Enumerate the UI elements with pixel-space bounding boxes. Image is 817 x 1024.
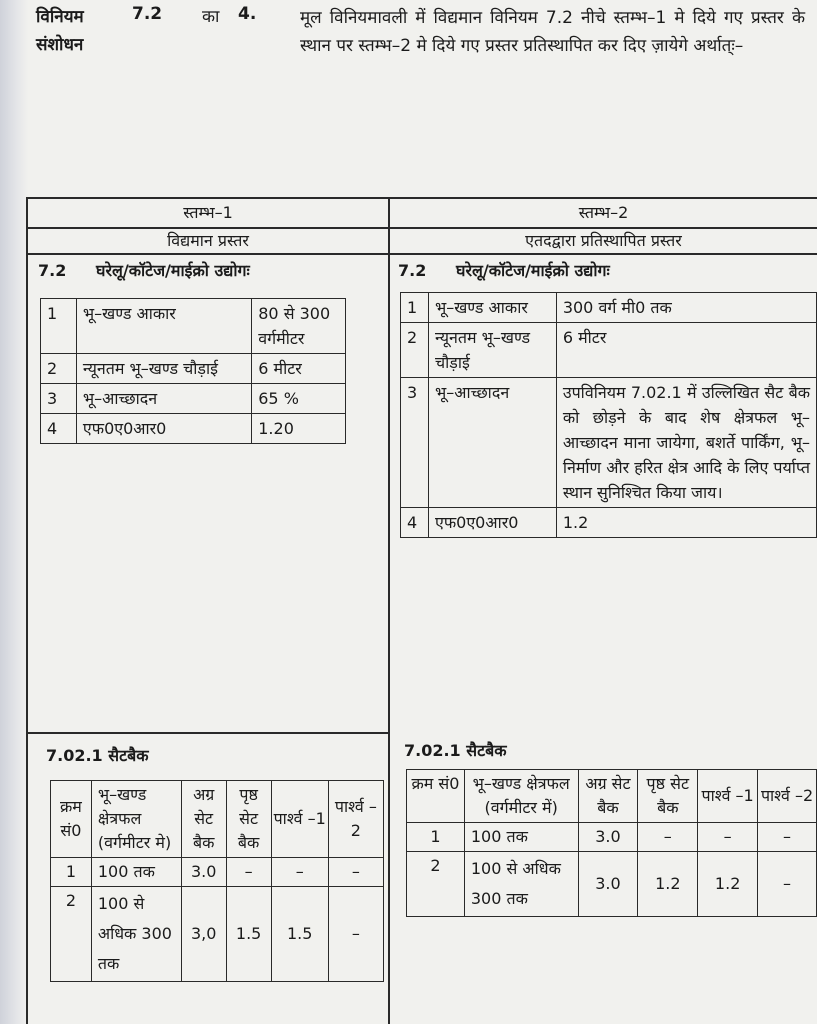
col2-section-number: 7.2 <box>398 261 427 280</box>
cell: 100 तक <box>464 823 578 852</box>
cell: 1.2 <box>698 852 758 917</box>
table-top-border <box>26 197 817 199</box>
col1-setback-title: 7.02.1 सैटबैक <box>46 746 149 765</box>
table-row <box>407 823 817 852</box>
cell: 2 <box>51 887 92 982</box>
row-number: 3 <box>41 384 77 414</box>
row-label: न्यूनतम भू–खण्ड चौड़ाई <box>76 354 251 384</box>
table-row <box>401 508 817 538</box>
row-label: भू–खण्ड आकार <box>428 293 556 323</box>
col1-setback-table <box>50 780 384 982</box>
cell: 1.2 <box>638 852 698 917</box>
cell: – <box>758 852 817 917</box>
cell: 100 से अधिक 300 तक <box>464 852 578 917</box>
cell: 1.5 <box>271 887 328 982</box>
row-value: उपविनियम 7.02.1 में उल्लिखित सैट बैक को छोड़ने के बाद शेष क्षेत्रफल भू–आच्छादन माना जायेगा, बशर्ते पार्किंग, भू–निर्माण और हरित क्षेत्र आदि के लिए पर्याप्त स्थान सुनिश्चित किया जाय। <box>556 378 816 508</box>
row-value: 1.2 <box>556 508 816 538</box>
col2-rules-table <box>400 292 817 538</box>
table-row <box>41 384 346 414</box>
cell: 100 से अधिक 300 तक <box>91 887 181 982</box>
row-value: 1.20 <box>252 414 346 444</box>
row-label: भू–आच्छादन <box>76 384 251 414</box>
heading-ka: का <box>202 7 220 27</box>
table-header-row <box>407 770 817 823</box>
table-row <box>41 414 346 444</box>
header-side-2: पार्श्व –2 <box>758 770 817 823</box>
row-label: एफ0ए0आर0 <box>76 414 251 444</box>
row-label: भू–आच्छादन <box>428 378 556 508</box>
col2-setback-table <box>406 769 817 917</box>
row-number: 2 <box>41 354 77 384</box>
col2-subtitle: एतदद्वारा प्रतिस्थापित प्रस्तर <box>525 231 682 250</box>
col1-subtitle: विद्यमान प्रस्तर <box>167 231 249 250</box>
table-row <box>401 323 817 378</box>
header-front-setback: अग्र सेट बैक <box>578 770 638 823</box>
col2-title: स्तम्भ–2 <box>578 203 629 222</box>
cell: – <box>328 858 383 887</box>
table-row <box>51 858 384 887</box>
heading-label-line2: संशोधन <box>36 35 84 55</box>
heading-item: 4. <box>238 4 257 24</box>
header-side-1: पार्श्व –1 <box>271 781 328 858</box>
col2-setback-title: 7.02.1 सैटबैक <box>404 741 507 760</box>
cell: – <box>638 823 698 852</box>
table-row <box>41 299 346 354</box>
row-label: न्यूनतम भू–खण्ड चौड़ाई <box>428 323 556 378</box>
cell: 2 <box>407 852 465 917</box>
cell: 3.0 <box>578 823 638 852</box>
cell: 1.5 <box>226 887 271 982</box>
row-label: एफ0ए0आर0 <box>428 508 556 538</box>
table-row <box>401 378 817 508</box>
cell: 1 <box>51 858 92 887</box>
intro-paragraph: मूल विनियमावली में विद्यमान विनियम 7.2 नीचे स्तम्भ–1 मे दिये गए प्रस्तर के स्थान पर स्तम्भ–2 मे दिये गए प्रस्तर प्रतिस्थापित कर दिए ज़ायेगे अर्थात्ः– <box>300 8 805 56</box>
row-value: 6 मीटर <box>556 323 816 378</box>
row-label: भू–खण्ड आकार <box>76 299 251 354</box>
table-row <box>41 354 346 384</box>
row-number: 2 <box>401 323 429 378</box>
row-number: 1 <box>41 299 77 354</box>
table-row <box>51 887 384 982</box>
cell: 3.0 <box>181 858 226 887</box>
col1-section-title: घरेलू/कॉटेज/माईक्रो उद्योगः <box>96 261 250 280</box>
row-value: 300 वर्ग मी0 तक <box>556 293 816 323</box>
col2-section-title: घरेलू/कॉटेज/माईक्रो उद्योगः <box>456 261 610 280</box>
cell: – <box>328 887 383 982</box>
header-area: भू–खण्ड क्षेत्रफल (वर्गमीटर में) <box>464 770 578 823</box>
header-front-setback: अग्र सेट बैक <box>181 781 226 858</box>
col1-section-number: 7.2 <box>38 261 67 280</box>
row-number: 3 <box>401 378 429 508</box>
heading-label-line1: विनियम <box>36 7 84 27</box>
cell: – <box>698 823 758 852</box>
table-row <box>407 852 817 917</box>
cell: 3,0 <box>181 887 226 982</box>
cell: 100 तक <box>91 858 181 887</box>
table-left-border <box>26 197 28 1024</box>
cell: – <box>226 858 271 887</box>
table-row <box>401 293 817 323</box>
header-rear-setback: पृष्ठ सेट बैक <box>226 781 271 858</box>
subheader-divider <box>26 253 817 255</box>
header-serial: क्रम सं0 <box>51 781 92 858</box>
row-value: 65 % <box>252 384 346 414</box>
col1-rules-table <box>40 298 346 444</box>
cell: – <box>271 858 328 887</box>
col1-section-divider <box>26 732 390 734</box>
col1-title: स्तम्भ–1 <box>183 203 233 222</box>
header-rear-setback: पृष्ठ सेट बैक <box>638 770 698 823</box>
row-number: 1 <box>401 293 429 323</box>
column-divider <box>388 197 390 1024</box>
row-value: 80 से 300 वर्गमीटर <box>252 299 346 354</box>
header-area: भू–खण्ड क्षेत्रफल (वर्गमीटर मे) <box>91 781 181 858</box>
page-edge-shadow <box>0 0 28 1024</box>
table-header-row <box>51 781 384 858</box>
row-value: 6 मीटर <box>252 354 346 384</box>
header-serial: क्रम सं0 <box>407 770 465 823</box>
cell: 3.0 <box>578 852 638 917</box>
cell: 1 <box>407 823 465 852</box>
cell: – <box>758 823 817 852</box>
header-side-2: पार्श्व –2 <box>328 781 383 858</box>
heading-number: 7.2 <box>132 4 163 24</box>
header-side-1: पार्श्व –1 <box>698 770 758 823</box>
row-number: 4 <box>401 508 429 538</box>
row-number: 4 <box>41 414 77 444</box>
